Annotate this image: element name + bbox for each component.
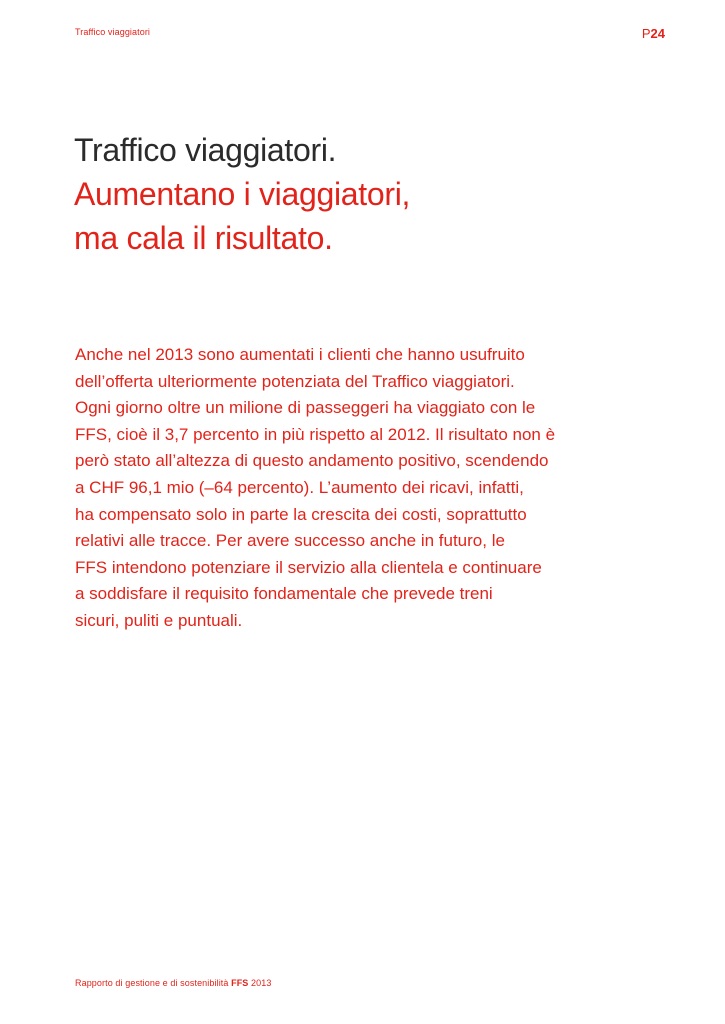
lead-line: a CHF 96,1 mio (–64 percento). L’aumento dei ricavi, infatti,	[75, 477, 524, 497]
page-prefix: P	[641, 26, 651, 41]
lead-paragraph	[75, 342, 645, 635]
lead-line: dell’offerta ulteriormente potenziata del Traffico viaggiatori.	[75, 371, 515, 391]
footer-year: 2013	[251, 978, 272, 988]
lead-line: FFS intendono potenziare il servizio alla clientela e continuare	[75, 557, 542, 577]
lead-line: relativi alle tracce. Per avere successo anche in futuro, le	[75, 531, 505, 551]
lead-line: sicuri, puliti e puntuali.	[75, 610, 243, 630]
lead-line: a soddisfare il requisito fondamentale che prevede treni	[75, 584, 493, 604]
page-footer	[75, 978, 271, 988]
lead-line: ha compensato solo in parte la crescita dei costi, soprattutto	[75, 504, 527, 524]
page-number	[642, 26, 665, 41]
footer-brand: FFS	[231, 978, 249, 988]
lead-line: però stato all’altezza di questo andamento positivo, scendendo	[75, 451, 549, 471]
lead-line: Anche nel 2013 sono aumentati i clienti che hanno usufruito	[75, 345, 525, 364]
title-line-3: ma cala il risultato.	[74, 220, 333, 256]
page-title	[74, 128, 674, 260]
page-number-value: 24	[650, 26, 665, 41]
footer-report-text: Rapporto di gestione e di sostenibilità	[75, 978, 229, 988]
lead-line: Ogni giorno oltre un milione di passeggeri ha viaggiato con le	[75, 398, 536, 418]
lead-line: FFS, cioè il 3,7 percento in più rispetto al 2012. Il risultato non è	[75, 424, 556, 444]
title-line-1: Traffico viaggiatori.	[74, 132, 337, 168]
running-header: Traffico viaggiatori	[75, 27, 151, 37]
title-line-2: Aumentano i viaggiatori,	[74, 176, 411, 212]
